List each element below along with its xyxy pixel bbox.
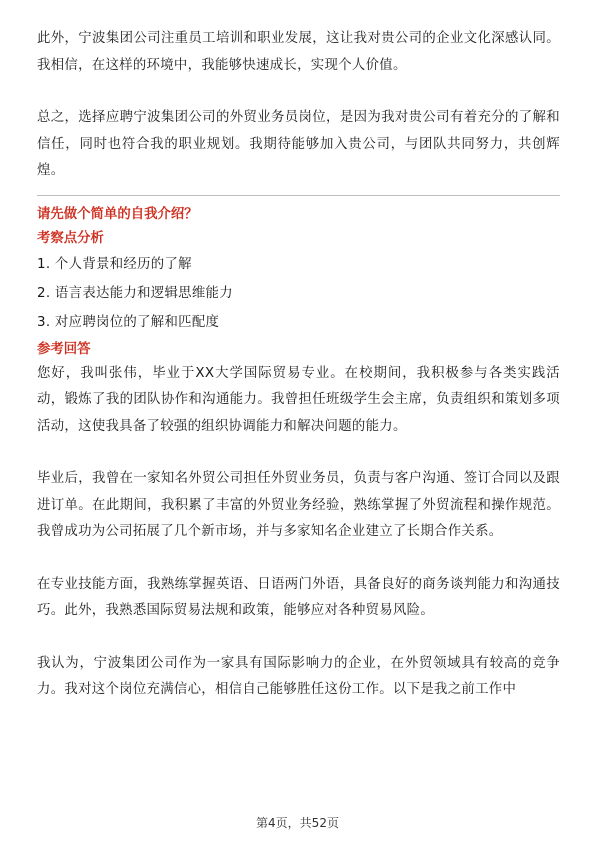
question-title: 请先做个简单的自我介绍？	[37, 206, 198, 222]
answer-heading: 参考回答	[37, 341, 91, 357]
answer-paragraph: 毕业后，我曾在一家知名外贸公司担任外贸业务员，负责与客户沟通、签订合同以及跟进订单。在此期间，我积累了丰富的外贸业务经验，熟练掌握了外贸流程和操作规范。我曾成功为公司拓展了几个新市场，并与多家知名企业建立了长期合作关系。	[37, 471, 560, 539]
answer-paragraph: 您好，我叫张伟，毕业于XX大学国际贸易专业。在校期间，我积极参与各类实践活动，锻炼了我的团队协作和沟通能力。我曾担任班级学生会主席，负责组织和策划多项活动，这使我具备了较强的组织协调能力和解决问题的能力。	[37, 365, 560, 434]
analysis-point: 1. 个人背景和经历的了解	[37, 256, 192, 272]
analysis-heading: 考察点分析	[37, 230, 104, 246]
answer-paragraph: 在专业技能方面，我熟练掌握英语、日语两门外语，具备良好的商务谈判能力和沟通技巧。此外，我熟悉国际贸易法规和政策，能够应对各种贸易风险。	[37, 576, 560, 618]
intro-paragraph: 此外，宁波集团公司注重员工培训和职业发展，这让我对贵公司的企业文化深感认同。我相信，在这样的环境中，我能够快速成长，实现个人价值。	[37, 31, 560, 73]
analysis-point: 2. 语言表达能力和逻辑思维能力	[37, 285, 233, 301]
intro-paragraph: 总之，选择应聘宁波集团公司的外贸业务员岗位，是因为我对贵公司有着充分的了解和信任，同时也符合我的职业规划。我期待能够加入贵公司，与团队共同努力，共创辉煌。	[37, 110, 560, 178]
paragraph-gap	[37, 625, 560, 651]
paragraph-gap	[37, 546, 560, 572]
page-footer: 第4页，共52页	[256, 816, 339, 830]
paragraph-gap	[37, 79, 560, 105]
document-page	[37, 26, 560, 704]
analysis-list	[37, 250, 560, 337]
section-divider	[37, 195, 560, 196]
analysis-point: 3. 对应聘岗位的了解和匹配度	[37, 314, 220, 330]
paragraph-gap	[37, 440, 560, 466]
answer-paragraph: 我认为，宁波集团公司作为一家具有国际影响力的企业，在外贸领域具有较高的竞争力。我对这个岗位充满信心，相信自己能够胜任这份工作。以下是我之前工作中	[37, 655, 560, 697]
